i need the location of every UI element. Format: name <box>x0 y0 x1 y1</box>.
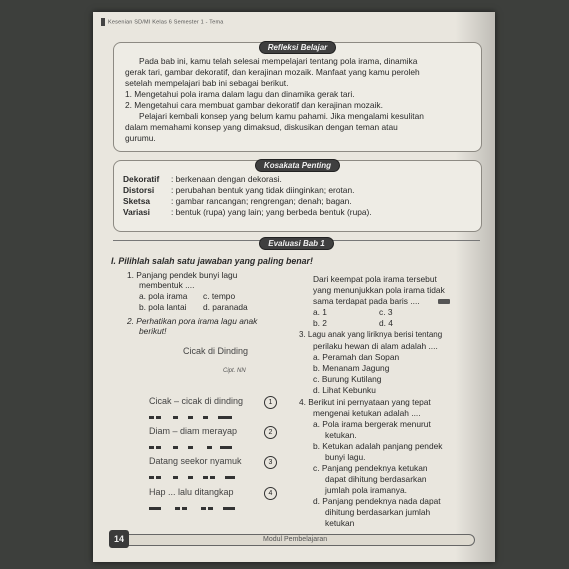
kosakata-title: Kosakata Penting <box>255 159 340 172</box>
q4-opt-d-2: dihitung berdasarkan jumlah <box>325 507 431 517</box>
q1-opt-a: a. pola irama <box>139 291 188 301</box>
q4-opt-a-2: ketukan. <box>325 430 357 440</box>
q4-opt-b-1: b. Ketukan adalah panjang pendek <box>313 441 443 451</box>
q4-opt-c-3: jumlah pola iramanya. <box>325 485 407 495</box>
refleksi-line-8: gurumu. <box>125 133 156 143</box>
q2-cont-line-3: sama terdapat pada baris .... <box>313 296 420 306</box>
q3-opt-b: b. Menanam Jagung <box>313 363 390 373</box>
q3-opt-a: a. Peramah dan Sopan <box>313 352 400 362</box>
refleksi-line-7: dalam memahami konsep yang dimaksud, diskusikan dengan teman atau <box>125 122 398 132</box>
q3-line-2: perilaku hewan di alam adalah .... <box>313 341 438 351</box>
refleksi-line-4: 1. Mengetahui pola irama dalam lagu dan dinamika gerak tari. <box>125 89 355 99</box>
song-author: Cipt. NN <box>223 368 246 374</box>
q2-cont-line-1: Dari keempat pola irama tersebut <box>313 274 437 284</box>
q1-line-1: 1. Panjang pendek bunyi lagu <box>127 270 238 280</box>
q4-opt-c-2: dapat dihitung berdasarkan <box>325 474 427 484</box>
book-page <box>93 12 495 562</box>
q4-line-1: 4. Berikut ini pernyataan yang tepat <box>299 397 431 407</box>
refleksi-line-6: Pelajari kembali konsep yang belum kamu pahami. Jika mengalami kesulitan <box>139 111 424 121</box>
kosakata-def-2: : perubahan bentuk yang tidak diinginkan; erotan. <box>171 185 355 195</box>
q4-opt-b-2: bunyi lagu. <box>325 452 366 462</box>
hots-icon <box>438 299 450 304</box>
refleksi-line-5: 2. Mengetahui cara membuat gambar dekoratif dan kerajinan mozaik. <box>125 100 383 110</box>
q3-line-1: 3. Lagu anak yang liriknya berisi tentang <box>299 330 443 339</box>
kosakata-def-3: : gambar rancangan; rengrengan; denah; bagan. <box>171 196 352 206</box>
kosakata-term-4: Variasi <box>123 207 151 217</box>
rhythm-row-3-number: 3 <box>264 456 277 469</box>
kosakata-def-4: : bentuk (rupa) yang lain; yang berbeda bentuk (rupa). <box>171 207 372 217</box>
q4-opt-d-1: d. Panjang pendeknya nada dapat <box>313 496 441 506</box>
kosakata-term-1: Dekoratif <box>123 174 160 184</box>
q4-line-2: mengenai ketukan adalah .... <box>313 408 421 418</box>
rhythm-row-1-number: 1 <box>264 396 277 409</box>
q4-opt-a-1: a. Pola irama bergerak menurut <box>313 419 431 429</box>
rhythm-row-4-number: 4 <box>264 487 277 500</box>
rhythm-row-2: Diam – diam merayap <box>149 426 238 436</box>
kosakata-term-2: Distorsi <box>123 185 155 195</box>
q3-opt-d: d. Lihat Kebunku <box>313 385 376 395</box>
q2-cont-opt-a: a. 1 <box>313 307 327 317</box>
refleksi-title: Refleksi Belajar <box>259 41 337 54</box>
rhythm-row-2-number: 2 <box>264 426 277 439</box>
q1-opt-b: b. pola lantai <box>139 302 187 312</box>
rhythm-row-2-pattern <box>149 439 232 457</box>
rhythm-row-3-pattern <box>149 469 235 487</box>
q2-cont-opt-c: c. 3 <box>379 307 393 317</box>
instruction: I. Pilihlah salah satu jawaban yang paling benar! <box>111 256 313 266</box>
refleksi-line-2: gerak tari, gambar dekoratif, dan kerajinan mozaik. Manfaat yang kamu peroleh <box>125 67 420 77</box>
page-number: 14 <box>109 530 129 548</box>
q1-opt-c: c. tempo <box>203 291 236 301</box>
rhythm-row-1: Cicak – cicak di dinding <box>149 396 244 406</box>
footer-label: Modul Pembelajaran <box>263 536 328 543</box>
rhythm-row-4: Hap ... lalu ditangkap <box>149 487 234 497</box>
q2-line-2: berikut! <box>139 326 167 336</box>
evaluasi-banner <box>113 234 480 248</box>
evaluasi-title: Evaluasi Bab 1 <box>259 237 333 250</box>
rhythm-row-1-pattern <box>149 409 232 427</box>
q1-line-2: membentuk .... <box>139 280 195 290</box>
rhythm-row-3: Datang seekor nyamuk <box>149 456 242 466</box>
running-header: Kesenian SD/MI Kelas 6 Semester 1 - Tema <box>101 18 224 26</box>
q4-opt-d-3: ketukan <box>325 518 355 528</box>
q2-cont-line-2: yang menunjukkan pola irama tidak <box>313 285 445 295</box>
q3-opt-c: c. Burung Kutilang <box>313 374 382 384</box>
q2-cont-opt-b: b. 2 <box>313 318 327 328</box>
kosakata-term-3: Sketsa <box>123 196 151 206</box>
kosakata-def-1: : berkenaan dengan dekorasi. <box>171 174 282 184</box>
refleksi-line-3: setelah mempelajari bab ini sebagai berikut. <box>125 78 289 88</box>
rhythm-row-4-pattern <box>149 500 235 518</box>
q2-cont-opt-d: d. 4 <box>379 318 393 328</box>
refleksi-line-1: Pada bab ini, kamu telah selesai mempelajari tentang pola irama, dinamika <box>139 56 418 66</box>
q1-opt-d: d. paranada <box>203 302 248 312</box>
q4-opt-c-1: c. Panjang pendeknya ketukan <box>313 463 428 473</box>
q2-line-1: 2. Perhatikan pora irama lagu anak <box>127 316 258 326</box>
song-title: Cicak di Dinding <box>183 346 249 356</box>
